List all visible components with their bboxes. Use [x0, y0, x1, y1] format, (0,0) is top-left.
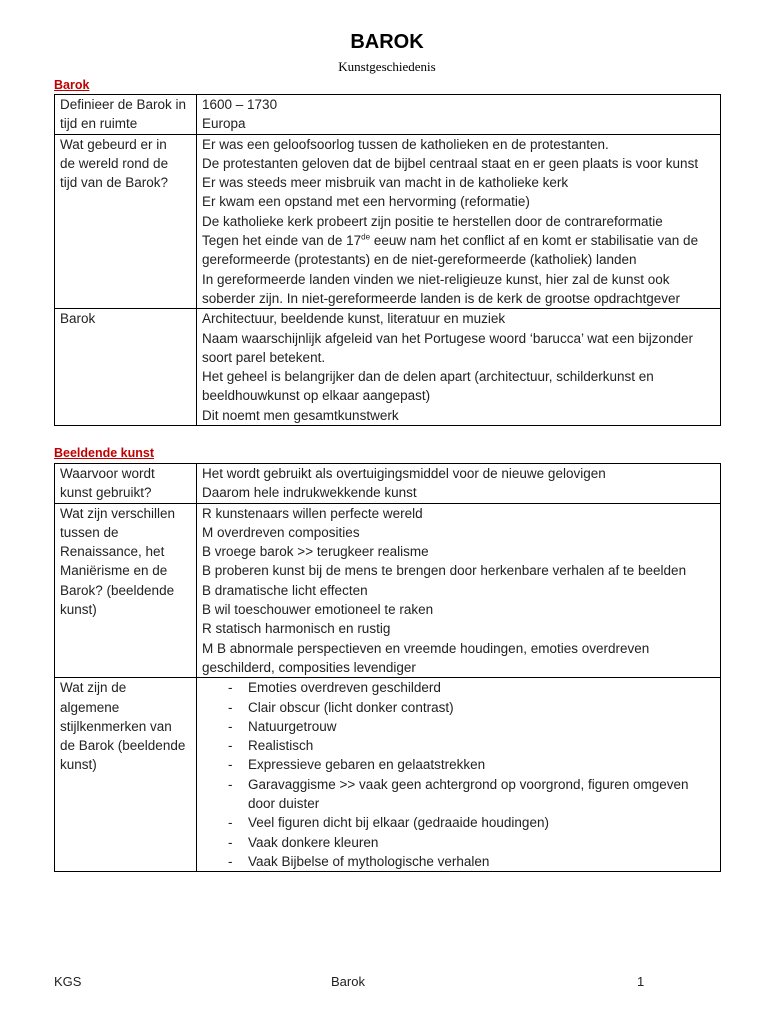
list-item [202, 852, 717, 871]
text-line: geschilderd, composities levendiger [202, 659, 416, 675]
text-line: B vroege barok >> terugkeer realisme [202, 544, 429, 560]
question-cell [55, 678, 197, 872]
page-number: 1 [637, 974, 645, 989]
text-line [202, 231, 717, 250]
text-line: B dramatische licht effecten [202, 582, 368, 598]
text-line: de Barok (beeldende [60, 738, 186, 754]
list-item-text [248, 736, 717, 755]
list-item [202, 775, 717, 814]
list-item-text [248, 717, 717, 736]
list-bullet: - [228, 815, 233, 831]
table-row [55, 464, 721, 504]
text-line: Daarom hele indrukwekkende kunst [202, 485, 417, 501]
text-line: Realistisch [248, 738, 314, 754]
list-item [202, 736, 717, 755]
text-line: tussen de [60, 524, 119, 540]
barok-table [54, 94, 721, 426]
list-item-text [248, 833, 717, 852]
table-row [55, 134, 721, 309]
text-line: algemene [60, 699, 120, 715]
text-line: Natuurgetrouw [248, 718, 337, 734]
bullet-list [202, 678, 717, 871]
text-line: In gereformeerde landen vinden we niet-religieuze kunst, hier zal de kunst ook [202, 271, 670, 287]
answer-cell [197, 309, 721, 426]
answer-cell [197, 678, 721, 872]
text-line: kunst) [60, 757, 97, 773]
text-line: Garavaggisme >> vaak geen achtergrond op voorgrond, figuren omgeven [248, 776, 689, 792]
question-cell [55, 134, 197, 309]
section-heading-beeldende-kunst: Beeldende kunst [54, 446, 155, 460]
list-item [202, 833, 717, 852]
text-line: Het wordt gebruikt als overtuigingsmiddel voor de nieuwe gelovigen [202, 466, 606, 481]
beeldende-kunst-table [54, 463, 721, 872]
list-bullet: - [228, 699, 233, 715]
text-line: R statisch harmonisch en rustig [202, 621, 391, 637]
text-line: soberder zijn. In niet-gereformeerde landen is de kerk de grootse opdrachtgever [202, 290, 681, 306]
text-line: De protestanten geloven dat de bijbel centraal staat en er geen plaats is voor kunst [202, 155, 699, 171]
text-line: Barok? (beeldende [60, 582, 175, 598]
list-item-text [248, 852, 717, 871]
footer-left: KGS [54, 974, 82, 989]
text-line: Veel figuren dicht bij elkaar (gedraaide houdingen) [248, 815, 549, 831]
text-line: M B abnormale perspectieven en vreemde houdingen, emoties overdreven [202, 640, 650, 656]
text-line: De katholieke kerk probeert zijn positie te herstellen door de contrareformatie [202, 213, 663, 229]
text-line: door duister [248, 796, 320, 812]
text-line: Vaak Bijbelse of mythologische verhalen [248, 853, 490, 869]
text-segment: eeuw nam het conflict af en komt er stabilisatie van de [370, 233, 699, 249]
list-item-text [248, 775, 717, 814]
text-line: Dit noemt men gesamtkunstwerk [202, 407, 399, 423]
question-cell [55, 95, 197, 135]
text-line: Waarvoor wordt [60, 466, 155, 481]
text-line: Clair obscur (licht donker contrast) [248, 699, 454, 715]
table-row [55, 95, 721, 135]
text-line: Definieer de Barok in [60, 97, 187, 112]
text-line: tijd en ruimte [60, 116, 138, 132]
table-row [55, 309, 721, 426]
text-line: Naam waarschijnlijk afgeleid van het Portugese woord ‘barucca’ wat een bijzonder [202, 330, 694, 346]
list-bullet: - [228, 853, 233, 869]
list-item-text [248, 755, 717, 774]
text-line: Er kwam een opstand met een hervorming (reformatie) [202, 194, 530, 210]
text-line: B wil toeschouwer emotioneel te raken [202, 602, 434, 618]
question-cell [55, 464, 197, 504]
list-item-text [248, 678, 717, 697]
text-segment: Tegen het einde van de 17 [202, 233, 362, 249]
text-line: Er was een geloofsoorlog tussen de katholieken en de protestanten. [202, 136, 609, 152]
text-line: Vaak donkere kleuren [248, 834, 379, 850]
list-item-text [248, 698, 717, 717]
list-item [202, 698, 717, 717]
text-line: beeldhouwkunst op elkaar aangepast) [202, 388, 431, 404]
text-line: soort parel betekent. [202, 349, 326, 365]
list-item [202, 813, 717, 832]
answer-cell [197, 95, 721, 135]
text-line: Wat zijn verschillen [60, 505, 176, 521]
text-line: Er was steeds meer misbruik van macht in de katholieke kerk [202, 175, 569, 191]
superscript: de [361, 232, 371, 242]
text-line: Europa [202, 116, 246, 132]
list-bullet: - [228, 738, 233, 754]
answer-cell [197, 464, 721, 504]
text-line: R kunstenaars willen perfecte wereld [202, 505, 423, 521]
text-line: M overdreven composities [202, 524, 360, 540]
text-line: Renaissance, het [60, 544, 165, 560]
document-title: BAROK [350, 31, 424, 53]
list-item [202, 717, 717, 736]
text-line: Emoties overdreven geschilderd [248, 680, 441, 696]
text-line: 1600 – 1730 [202, 97, 278, 112]
list-bullet: - [228, 680, 233, 696]
list-bullet: - [228, 776, 233, 792]
list-bullet: - [228, 718, 233, 734]
section-heading-barok: Barok [54, 78, 90, 92]
question-cell [55, 309, 197, 426]
question-cell [55, 503, 197, 678]
list-bullet: - [228, 757, 233, 773]
text-line: Architectuur, beeldende kunst, literatuur en muziek [202, 311, 506, 327]
text-line: gereformeerde (protestants) en de niet-gereformeerde (katholiek) landen [202, 252, 637, 268]
list-item-text [248, 813, 717, 832]
list-item [202, 755, 717, 774]
answer-cell [197, 503, 721, 678]
text-line: B proberen kunst bij de mens te brengen door herkenbare verhalen af te beelden [202, 563, 687, 579]
text-line: kunst gebruikt? [60, 485, 152, 501]
text-line: Wat gebeurd er in [60, 136, 167, 152]
document-subtitle: Kunstgeschiedenis [338, 59, 436, 74]
text-line: tijd van de Barok? [60, 175, 169, 191]
list-bullet: - [228, 834, 233, 850]
text-line: Het geheel is belangrijker dan de delen apart (architectuur, schilderkunst en [202, 369, 654, 385]
footer-center: Barok [331, 974, 365, 989]
table-row [55, 503, 721, 678]
text-line: Expressieve gebaren en gelaatstrekken [248, 757, 486, 773]
text-line: kunst) [60, 602, 97, 618]
text-line: de wereld rond de [60, 155, 169, 171]
text-line: Maniërisme en de [60, 563, 168, 579]
list-item [202, 678, 717, 697]
text-line: Wat zijn de [60, 680, 127, 696]
table-row [55, 678, 721, 872]
answer-cell [197, 134, 721, 309]
text-line: stijlkenmerken van [60, 718, 172, 734]
text-line: Barok [60, 311, 96, 327]
